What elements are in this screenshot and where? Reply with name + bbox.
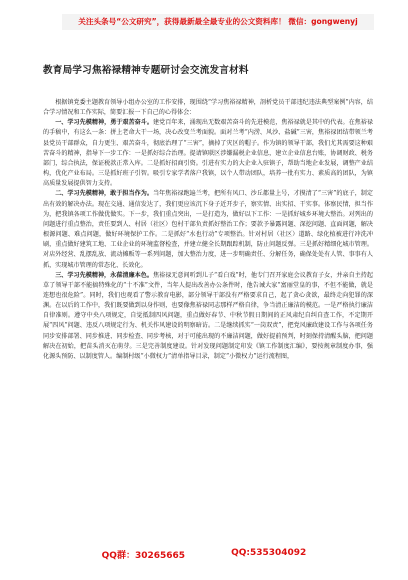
paragraph-text: 根据镇党委主题教育领导小组办公室的工作安排，现围绕“学习焦裕禄精神，剖析党员干部违纪违法典型案例”内容，结合学习情况和工作实际，简要汇报一下自己的心得体会： [43,99,373,117]
paragraph-text: 当年焦裕禄跑遍兰考，把所有风口、沙丘都量上号，才摸清了“三害”的底子，制定出有效的解决办法。现在交通、通信发达了，我们更应该沉下身子近开步子，察实情、出实招、干实事。体察民情，担当作为，把我镇各项工作做优做实。下一步，我们重点突出，一是打造为，做好以下工作：一是抓好城乡环境大整治。对列出的问题进行重点整治，责任要到人、村居（社区）包村干部负责抓好整治工作；要款予暴露问题、深挖问题、直面问题，解决根源问题、难点问题，做好环境保护工作。二是抓好“水也行动”专项整治。针对村居（社区）道路、绿化植被进行冲洗冲刷，重点做好建筑工地、工业企业的环境监督检查，并建立健全长期跟踪机制，防止问题反弹。三是抓好精细化城市管理。对店外经营、乱摆乱放、流动摊贩等一系列问题，加大整治力度，进一步明确责任、分解任务，确保处处有人管、事事有人抓，实现城市管理的常态化、长效化。 [43,190,373,269]
qq-group-label: QQ群：30265665 [101,551,186,561]
document-title: 教育局学习焦裕禄精神专题研讨会交流发言材料 [43,65,249,76]
paragraph-section-1 [43,118,373,189]
paragraph-section-3 [43,271,373,362]
paragraph-intro [43,98,373,118]
qq-number-label: QQ:535304092 [231,548,307,558]
contact-footer [0,548,408,562]
section-heading: 二、学习先模精神，敢于担当作为。 [55,190,153,198]
document-body [43,98,373,538]
section-heading: 一、学习先模精神，勇于艰苦奋斗。 [55,119,153,127]
paragraph-section-2 [43,189,373,270]
paragraph-text: 焦裕禄无意间听到儿子“看白戏”时，他专门召开家庭会议教育子女，并亲自主持起草了领导干部不能搞特殊化的“十不准”文件，当年人提出改善办公条件时，他告诫大家“富丽堂皇的事，不但不能做，就是连想也很危险”。同时，我们也观看了警示教育电影，部分领导干部没有严格要求自己，起了贪心贪欲，最终走向犯罪的深渊。在以后的工作中，我们既要做到以身作则，也要像焦裕禄同志那样严格自律，争当清正廉洁的模范。一是严格执行廉洁自律准则。遵守中央八项规定，自觉抵制四风问题，重点做好春节、中秋节假日期间的正风肃纪自纠自查工作，不定期开展“四风”问题、违反八项规定行为、机关作风建设的明察暗访。二是继续抓实“一岗双责”，把党风廉政建设工作与各项任务同步安排部署、同步推进、同步检查、同步考核，对于可能出现的不廉洁问题，做好提前预判，时刻保持清醒头脑，把问题解决在初始，把苗头消灭在萌芽。三是完善制度建设。针对发现问题制定印发《镇工作制度汇编》，要按规章制度办事，强化源头预防、以制度管人。编制村级“小微权力”清单指导目录，制定“小微权力”运行流程图， [43,271,373,360]
section-heading: 三、学习先模精神，永葆清廉本色。 [55,271,153,279]
promo-banner: 关注头条号“公文研究”，获得最新最全最专业的公文资料库！ 微信：gongwenyj [62,14,374,30]
paragraph-text: 建党百年来，涌现出无数艰苦奋斗的先进模范，焦裕禄就是其中的代表。在焦裕禄的手稿中，有这么一条：拼上老命大干一场，决心改变兰考面貌。面对兰考“内涝、风沙、盐碱”三害，焦裕禄团结带领兰考县党员干部群众，自力更生、艰苦奋斗，彻底治理了“三害”，摘掉了灾区的帽子。作为镇的领导干部，我们尤其需要这种艰苦奋斗的精神，指导下一步工作：一是抓好综合治理。提请镇联区涉嫌漏税企业信息，建立企业信息台账，协调财政、税务部门，综合执法，保证税款正常入库。二是抓好招商引资。引进有实力的大企业入驻镇子，帮助当地企业发展，调整产业结构，优化产业布局。三是抓好班子引智。吸引专家学者落户我镇，以个人带动团队，培养一批有实力、素质高的团队，为镇高质量发展提供智力支持。 [43,119,373,188]
